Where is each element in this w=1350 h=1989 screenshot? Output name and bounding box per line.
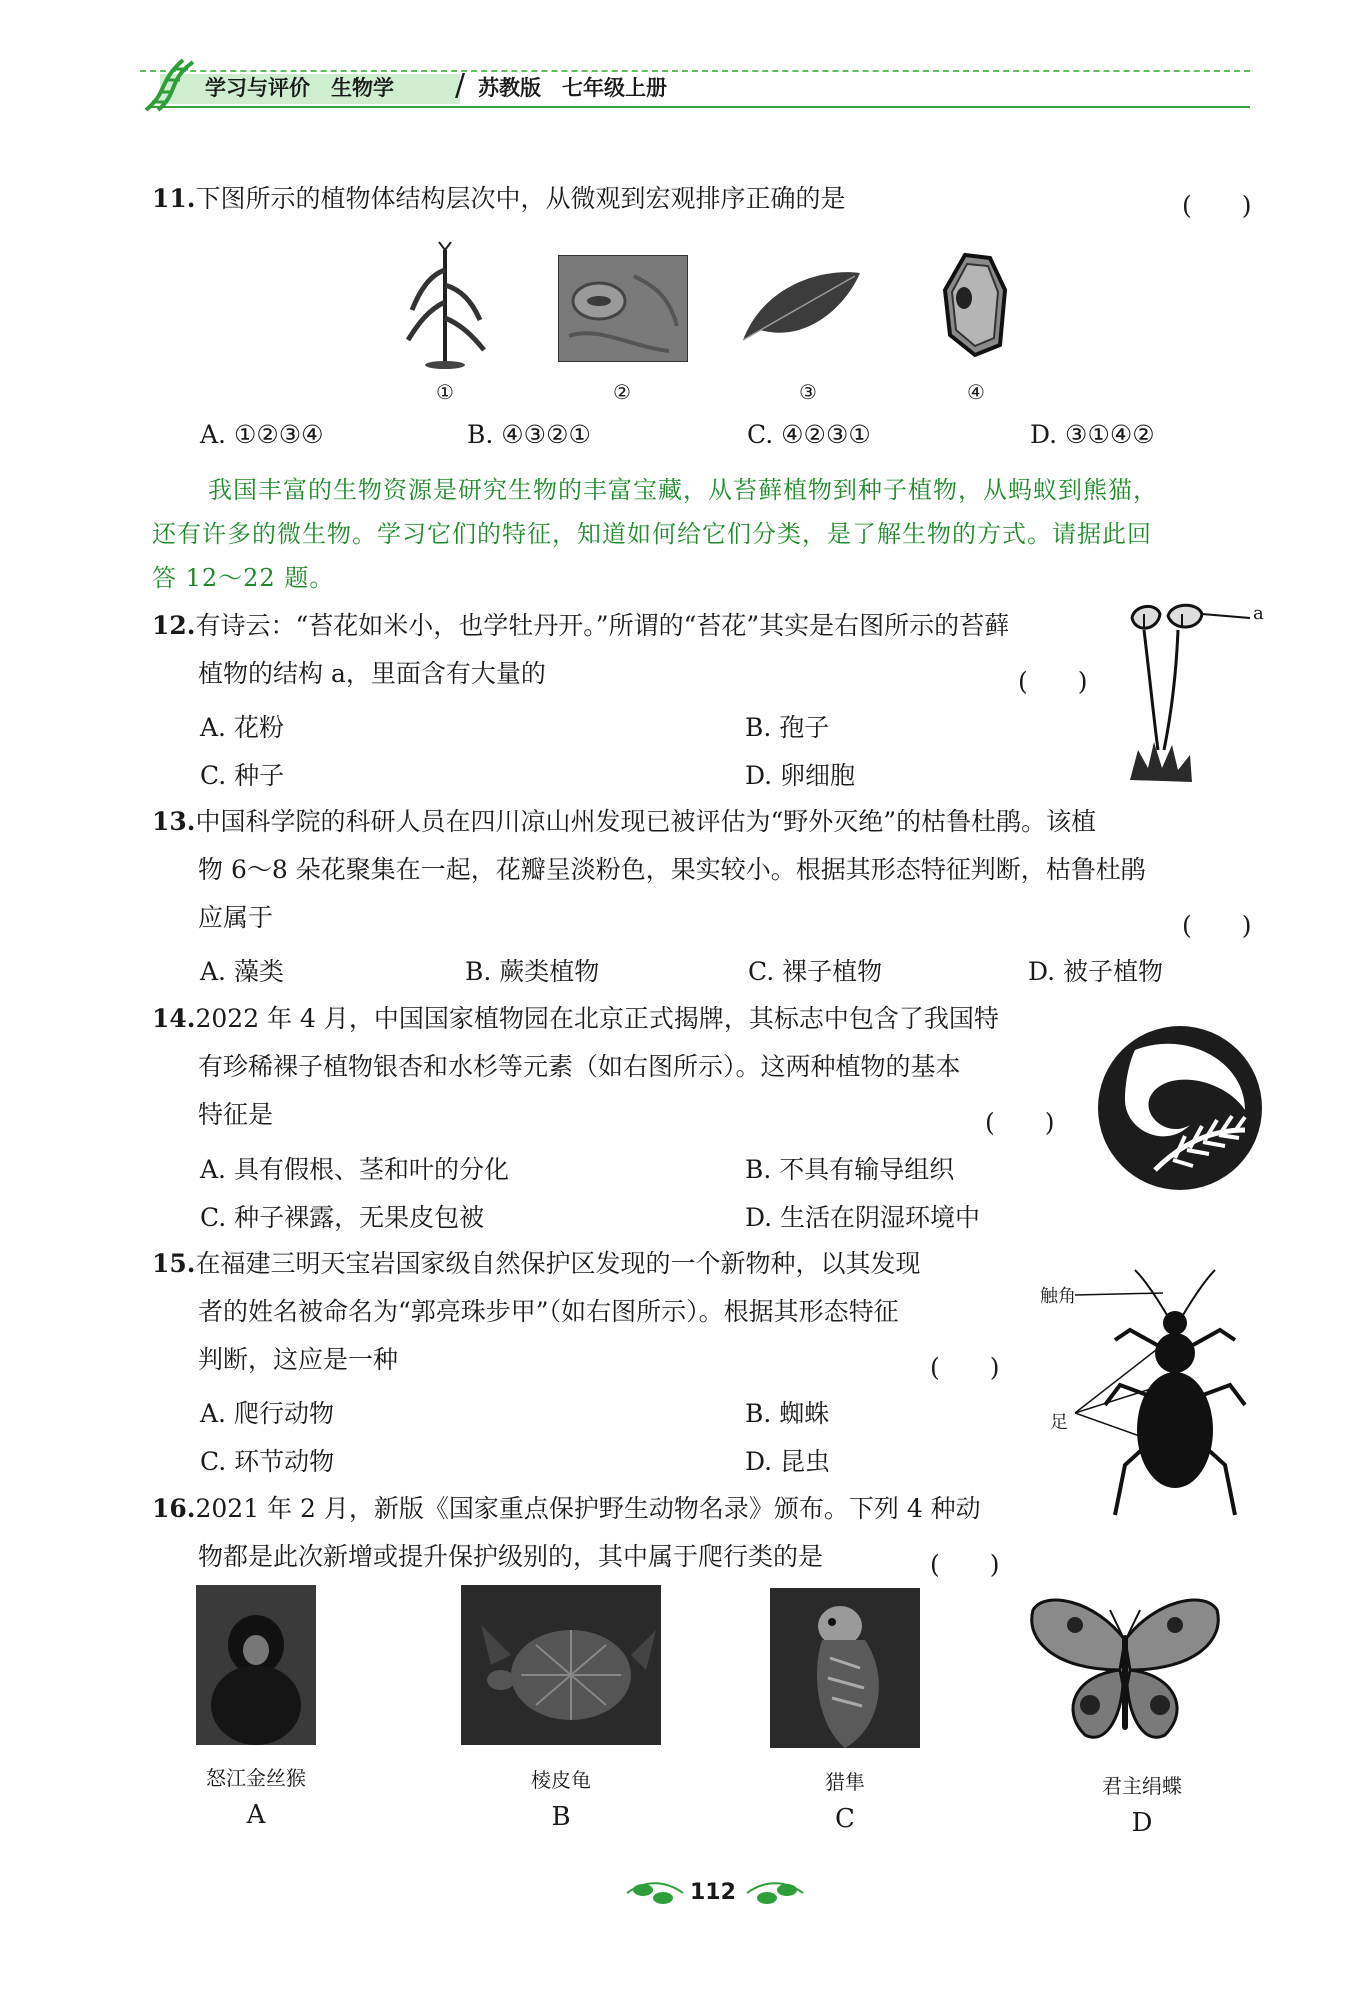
stomata-tissue-image bbox=[558, 255, 688, 362]
q11-option-c[interactable]: C. ④②③① bbox=[747, 420, 871, 449]
beetle-label-antenna: 触角 bbox=[1040, 1286, 1076, 1307]
q14-option-c[interactable]: C. 种子裸露，无果皮包被 bbox=[200, 1203, 485, 1232]
figure-label-3: ③ bbox=[799, 380, 817, 404]
corn-plant-image bbox=[400, 240, 490, 370]
q15-option-a[interactable]: A. 爬行动物 bbox=[200, 1399, 334, 1428]
q15-stem-line-1: 15.在福建三明天宝岩国家级自然保护区发现的一个新物种，以其发现 bbox=[152, 1249, 921, 1278]
q11-option-a[interactable]: A. ①②③④ bbox=[200, 420, 324, 449]
figure-label-2: ② bbox=[613, 380, 631, 404]
intro-line-3: 答 12～22 题。 bbox=[152, 564, 335, 592]
q15-option-c[interactable]: C. 环节动物 bbox=[200, 1447, 335, 1476]
q16-stem-line-1: 16.2021 年 2 月，新版《国家重点保护野生动物名录》颁布。下列 4 种动 bbox=[152, 1494, 981, 1523]
q15-option-b[interactable]: B. 蜘蛛 bbox=[745, 1399, 830, 1428]
intro-line-1: 我国丰富的生物资源是研究生物的丰富宝藏，从苔藓植物到种子植物，从蚂蚁到熊猫， bbox=[208, 476, 1158, 504]
butterfly-image bbox=[1025, 1590, 1225, 1750]
q11-option-d[interactable]: D. ③①④② bbox=[1030, 420, 1155, 449]
leaf-ornament-left-icon bbox=[625, 1878, 685, 1908]
q13-answer-paren: ( ) bbox=[1182, 911, 1252, 940]
q13-option-d[interactable]: D. 被子植物 bbox=[1028, 957, 1164, 986]
leaf-ornament-right-icon bbox=[745, 1878, 805, 1908]
turtle-image bbox=[461, 1585, 661, 1745]
q14-option-d[interactable]: D. 生活在阴湿环境中 bbox=[745, 1203, 981, 1232]
q12-answer-paren: ( ) bbox=[1018, 667, 1088, 696]
q14-answer-paren: ( ) bbox=[985, 1108, 1055, 1137]
q11-answer-paren: ( ) bbox=[1182, 191, 1252, 220]
q15-stem-line-3: 判断，这应是一种 bbox=[198, 1345, 399, 1374]
q12-option-d[interactable]: D. 卵细胞 bbox=[745, 761, 856, 790]
q13-option-a[interactable]: A. 藻类 bbox=[200, 957, 284, 986]
q12-stem-line-2: 植物的结构 a，里面含有大量的 bbox=[198, 659, 546, 688]
animal-caption-b: 棱皮龟 bbox=[531, 1768, 591, 1792]
q14-option-b[interactable]: B. 不具有输导组织 bbox=[745, 1155, 955, 1184]
header-book-subject: 学习与评价 生物学 bbox=[205, 76, 394, 100]
botanical-garden-logo bbox=[1095, 1020, 1265, 1195]
q14-stem-line-2: 有珍稀裸子植物银杏和水杉等元素（如右图所示）。这两种植物的基本 bbox=[198, 1052, 961, 1081]
animal-caption-c: 猎隼 bbox=[825, 1770, 865, 1794]
animal-caption-d: 君主绢蝶 bbox=[1102, 1774, 1182, 1798]
animal-letter-c[interactable]: C bbox=[835, 1804, 855, 1834]
q14-stem-line-1: 14.2022 年 4 月，中国国家植物园在北京正式揭牌，其标志中包含了我国特 bbox=[152, 1004, 999, 1033]
q12-stem-line-1: 12.有诗云：“苔花如米小，也学牡丹开。”所谓的“苔花”其实是右图所示的苔藓 bbox=[152, 611, 1010, 640]
q11-stem: 11.下图所示的植物体结构层次中，从微观到宏观排序正确的是 bbox=[152, 184, 846, 213]
animal-caption-a: 怒江金丝猴 bbox=[206, 1766, 306, 1790]
q13-option-b[interactable]: B. 蕨类植物 bbox=[465, 957, 600, 986]
q15-stem-line-2: 者的姓名被命名为“郭亮珠步甲”（如右图所示）。根据其形态特征 bbox=[198, 1297, 899, 1326]
figure-label-4: ④ bbox=[967, 380, 985, 404]
q12-option-c[interactable]: C. 种子 bbox=[200, 761, 285, 790]
header-rule bbox=[150, 106, 1250, 108]
q16-answer-paren: ( ) bbox=[930, 1550, 1000, 1579]
dna-icon bbox=[138, 52, 198, 114]
header-divider: / bbox=[455, 68, 466, 103]
page-number: 112 bbox=[690, 1880, 736, 1905]
q13-option-c[interactable]: C. 裸子植物 bbox=[748, 957, 883, 986]
moss-label-a: a bbox=[1253, 603, 1264, 624]
animal-letter-d[interactable]: D bbox=[1131, 1808, 1153, 1838]
animal-letter-b[interactable]: B bbox=[551, 1802, 571, 1832]
q11-option-b[interactable]: B. ④③②① bbox=[467, 420, 591, 449]
intro-line-2: 还有许多的微生物。学习它们的特征，知道如何给它们分类，是了解生物的方式。请据此回 bbox=[152, 520, 1152, 548]
q13-stem-line-1: 13.中国科学院的科研人员在四川凉山州发现已被评估为“野外灭绝”的枯鲁杜鹃。该植 bbox=[152, 807, 1097, 836]
animal-letter-a[interactable]: A bbox=[246, 1800, 266, 1830]
q16-stem-line-2: 物都是此次新增或提升保护级别的，其中属于爬行类的是 bbox=[198, 1542, 824, 1571]
q13-stem-line-3: 应属于 bbox=[198, 903, 274, 932]
moss-image bbox=[1120, 600, 1270, 785]
q12-option-a[interactable]: A. 花粉 bbox=[200, 713, 284, 742]
q15-option-d[interactable]: D. 昆虫 bbox=[745, 1447, 831, 1476]
plant-cell-image bbox=[940, 250, 1010, 360]
figure-label-1: ① bbox=[436, 380, 454, 404]
q15-answer-paren: ( ) bbox=[930, 1353, 1000, 1382]
q13-stem-line-2: 物 6～8 朵花聚集在一起，花瓣呈淡粉色，果实较小。根据其形态特征判断，枯鲁杜鹃 bbox=[198, 855, 1146, 884]
monkey-image bbox=[196, 1585, 316, 1745]
q12-option-b[interactable]: B. 孢子 bbox=[745, 713, 830, 742]
beetle-image bbox=[1075, 1265, 1265, 1535]
q14-stem-line-3: 特征是 bbox=[198, 1100, 274, 1129]
leaf-image bbox=[735, 268, 865, 348]
header-edition-grade: 苏教版 七年级上册 bbox=[478, 76, 667, 100]
falcon-image bbox=[770, 1588, 920, 1748]
beetle-label-leg: 足 bbox=[1050, 1412, 1068, 1433]
q14-option-a[interactable]: A. 具有假根、茎和叶的分化 bbox=[200, 1155, 509, 1184]
